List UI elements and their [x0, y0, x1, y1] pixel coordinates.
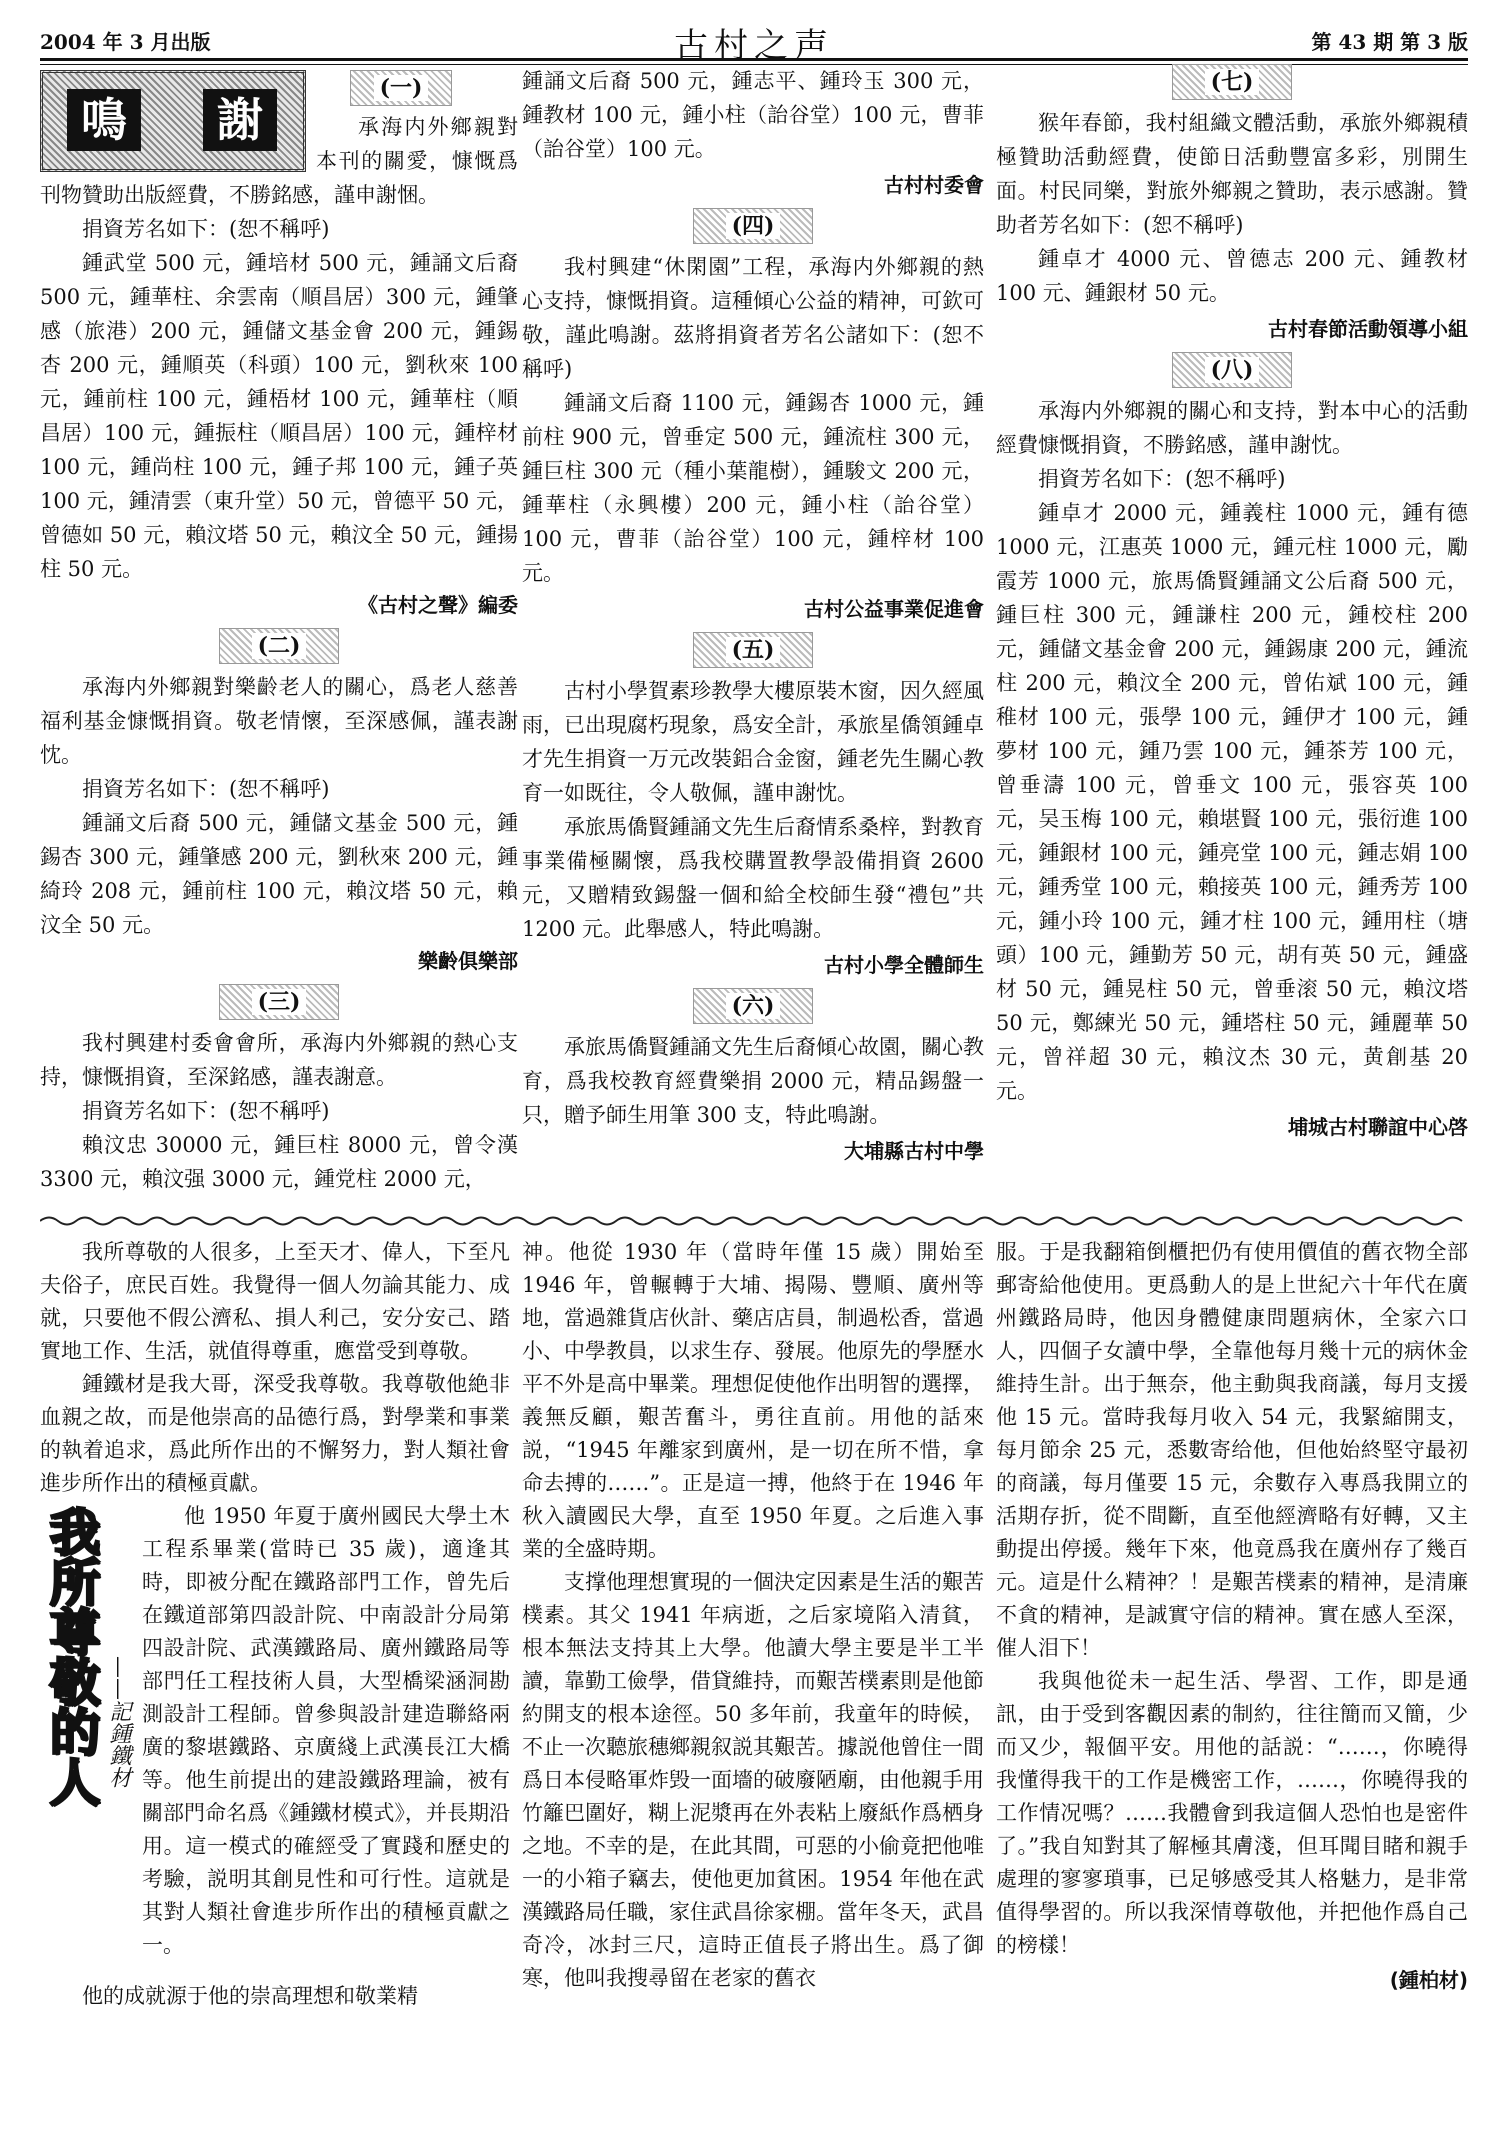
thanks-title-box	[40, 70, 306, 172]
section-number: (一)	[350, 70, 452, 106]
paper-title: 古村之声	[674, 26, 834, 66]
paragraph: 他 1950 年夏于廣州國民大學土木工程系畢業(當時已 35 歲)，適逢其時，即被分配在鐵路部門工作，曾先后在鐵道部第四設計院、中南設計分局第四設計院、武漢鐵路局、廣州鐵路局等部門任工程技術人員，大型橋梁涵洞勘測設計工程師。曾參與設計建造聯絡兩廣的黎堪鐵路、京廣綫上武漢長江大橋等。他生前提出的建設鐵路理論，被有關部門命名爲《鍾鐵材模式》，并長期沿用。這一模式的確經受了實踐和歷史的考驗，説明其創見性和可行性。這就是其對人類社會進步所作出的積極貢獻之一。	[142, 1504, 510, 1957]
article-column-2	[522, 1236, 984, 1995]
paragraph: 古村小學賀素珍教學大樓原裝木窗，因久經風雨，已出現腐朽現象，爲安全計，承旅星僑領鍾卓才先生捐資一万元改裝鋁合金窗，鍾老先生關心教育一如既往，令人敬佩，謹申謝忱。	[522, 679, 984, 805]
paragraph: 承旅馬僑賢鍾誦文先生后裔傾心故園，關心教育，爲我校教育經費樂捐 2000 元，精品錫盤一只，贈予師生用筆 300 支，特此鳴謝。	[522, 1035, 984, 1127]
paragraph: 鍾卓才 2000 元，鍾義柱 1000 元，鍾有德 1000 元，江惠英 1000 元，鍾元柱 1000 元，勵霞芳 1000 元，旅馬僑賢鍾誦文公后裔 500 元，鍾巨柱 300 元，鍾謙柱 200 元，鍾校柱 200 元，鍾儲文基金會 200 元，鍾錫康 200 元，鍾流柱 200 元，賴汶全 200 元，曾佑斌 100 元，鍾稚材 100 元，張學 100 元，鍾伊才 100 元，鍾夢材 100 元，鍾乃雲 100 元，鍾茶芳 100 元，曾垂濤 100 元，曾垂文 100 元，張容英 100 元，吴玉梅 100 元，賴堪賢 100 元，張衍進 100 元，鍾銀材 100 元，鍾亮堂 100 元，鍾志娟 100 元，鍾秀堂 100 元，賴接英 100 元，鍾秀芳 100 元，鍾小玲 100 元，鍾才柱 100 元，鍾用柱（塘頭）100 元，鍾勤芳 50 元，胡有英 50 元，鍾盛材 50 元，鍾晃柱 50 元，曾垂滚 50 元，賴汶塔 50 元，鄭練光 50 元，鍾塔柱 50 元，鍾麗華 50 元，曾祥超 30 元，賴汶杰 30 元，黄創基 20 元。	[996, 501, 1468, 1103]
article-column-1	[40, 1236, 510, 2013]
paragraph: 捐資芳名如下：(恕不稱呼)	[82, 217, 330, 241]
signature: 樂齡俱樂部	[418, 949, 518, 973]
paragraph: 我村興建“休閑園”工程，承海内外鄉親的熱心支持，慷慨捐資。這種傾心公益的精神，可欽可敬，謹此鳴謝。茲將捐資者芳名公諸如下：(恕不稱呼)	[522, 255, 984, 381]
paragraph: 猴年春節，我村組織文體活動，承旅外鄉親積極贊助活動經費，使節日活動豐富多彩，別開生面。村民同樂，對旅外鄉親之贊助，表示感謝。贊助者芳名如下：(恕不稱呼)	[996, 111, 1468, 237]
thanks-title-char: 謝	[203, 89, 277, 151]
thanks-column-1	[40, 70, 518, 1196]
paragraph: 鍾武堂 500 元，鍾培材 500 元，鍾誦文后裔 500 元，鍾華柱、余雲南（順昌居）300 元，鍾肇感（旅港）200 元，鍾儲文基金會 200 元，鍾錫杏 200 元，鍾順英（科頭）100 元，劉秋來 100 元，鍾前柱 100 元，鍾梧材 100 元，鍾華柱（順昌居）100 元，鍾振柱（順昌居）100 元，鍾梓材 100 元，鍾尚柱 100 元，鍾子邦 100 元，鍾子英 100 元，鍾清雲（東升堂）50 元，曾德平 50 元，曾德如 50 元，賴汶塔 50 元，賴汶全 50 元，鍾揚柱 50 元。	[40, 251, 518, 581]
article-column-3	[996, 1236, 1468, 2001]
thanks-title-char: 鳴	[67, 89, 141, 151]
paragraph: 鍾誦文后裔 500 元，鍾儲文基金 500 元，鍾錫杏 300 元，鍾肇感 200 元，劉秋來 200 元，鍾綺玲 208 元，鍾前柱 100 元，賴汶塔 50 元，賴汶全 50 元。	[40, 811, 518, 937]
signature: 古村村委會	[884, 173, 984, 197]
paragraph: 承海内外鄉親的關心和支持，對本中心的活動經費慷慨捐資，不勝銘感，謹申謝忱。	[996, 399, 1468, 457]
section-number: (五)	[693, 632, 813, 668]
section-number: (三)	[219, 984, 339, 1020]
section-number: (二)	[219, 628, 339, 664]
publish-date: 2004 年 3 月出版	[40, 30, 211, 54]
paragraph: 捐資芳名如下：(恕不稱呼)	[1038, 467, 1286, 491]
paragraph: 承海内外鄉親對本刊的關愛，慷慨爲刊物贊助出版經費，不勝銘感，謹申謝悃。	[40, 115, 518, 207]
paragraph: 他的成就源于他的崇高理想和敬業精	[82, 1984, 418, 2008]
paragraph: 我村興建村委會會所，承海内外鄉親的熱心支持，慷慨捐資，至深銘感，謹表謝意。	[40, 1031, 518, 1089]
paragraph: 我所尊敬的人很多，上至天才、偉人，下至凡夫俗子，庶民百姓。我覺得一個人勿論其能力、成就，只要他不假公濟私、損人利己，安分安己、踏實地工作、生活，就值得尊重，應當受到尊敬。	[40, 1240, 510, 1363]
paragraph: 鍾鐵材是我大哥，深受我尊敬。我尊敬他絶非血親之故，而是他崇高的品德行爲，對學業和事業的執着追求，爲此所作出的不懈努力，對人類社會進步所作出的積極貢獻。	[40, 1372, 510, 1495]
paragraph: 賴汶忠 30000 元，鍾巨柱 8000 元，曾令漢 3300 元，賴汶强 3000 元，鍾党柱 2000 元，	[40, 1133, 518, 1191]
paragraph: 捐資芳名如下：(恕不稱呼)	[82, 777, 330, 801]
signature: 大埔縣古村中學	[844, 1139, 984, 1163]
page-header	[40, 18, 1468, 66]
section-number: (八)	[1172, 352, 1292, 388]
paragraph: 支撑他理想實現的一個決定因素是生活的艱苦樸素。其父 1941 年病逝，之后家境陷入清貧，根本無法支持其上大學。他讀大學主要是半工半讀，靠勤工儉學，借貸維持，而艱苦樸素則是他節約開支的根本途徑。50 多年前，我童年的時候，不止一次聽旅穗鄉親叙説其艱苦。據説他曾住一間爲日本侵略軍炸毁一面墻的破廢陋廟，由他親手用竹籬巴圍好，糊上泥漿再在外表粘上廢紙作爲栖身之地。不幸的是，在此其間，可惡的小偷竟把他唯一的小箱子竊去，使他更加貧困。1954 年他在武漢鐵路局任職，家住武昌徐家棚。當年冬天，武昌奇冷，冰封三尺，這時正值長子將出生。爲了御寒，他叫我搜尋留在老家的舊衣	[522, 1570, 984, 1990]
paragraph: 鍾誦文后裔 1100 元，鍾錫杏 1000 元，鍾前柱 900 元，曾垂定 500 元，鍾流柱 300 元，鍾巨柱 300 元（種小葉龍樹），鍾駿文 200 元，鍾華柱（永興樓）200 元，鍾小柱（詒谷堂）100 元，曹菲（詒谷堂）100 元，鍾梓材 100 元。	[522, 391, 984, 585]
paragraph: 神。他從 1930 年（當時年僅 15 歲）開始至 1946 年，曾輾轉于大埔、揭陽、豐順、廣州等地，當過雜貨店伙計、藥店店員，制過松香，當過小、中學教員，以求生存、發展。他原先的學歷水平不外是高中畢業。理想促使他作出明智的選擇，義無反顧，艱苦奮斗，勇往直前。用他的話來説，“1945 年離家到廣州，是一切在所不惜，拿命去搏的……”。正是這一搏，他終于在 1946 年秋入讀國民大學，直至 1950 年夏。之后進入事業的全盛時期。	[522, 1240, 984, 1561]
signature: 古村春節活動領導小組	[1268, 317, 1468, 341]
issue-number: 第 43 期 第 3 版	[1311, 30, 1468, 54]
paragraph: 承海内外鄉親對樂齡老人的關心，爲老人慈善福利基金慷慨捐資。敬老情懷，至深感佩，謹表謝忱。	[40, 675, 518, 767]
paragraph: 捐資芳名如下：(恕不稱呼)	[82, 1099, 330, 1123]
paragraph: 鍾卓才 4000 元、曾德志 200 元、鍾教材 100 元、鍾銀材 50 元。	[996, 247, 1468, 305]
paragraph: 承旅馬僑賢鍾誦文先生后裔情系桑梓，對教育事業備極關懷，爲我校購置教學設備捐資 2600 元，又贈精致錫盤一個和給全校師生發“禮包”共 1200 元。此舉感人，特此鳴謝。	[522, 815, 984, 941]
article-title-block	[40, 1506, 132, 1976]
paragraph: 服。于是我翻箱倒櫃把仍有使用價值的舊衣物全部郵寄給他使用。更爲動人的是上世紀六十年代在廣州鐵路局時，他因身體健康問題病休，全家六口人，四個子女讀中學，全靠他每月幾十元的病休金維持生計。出于無奈，他主動與我商議，每月支援他 15 元。當時我每月收入 54 元，我緊縮開支，每月節余 25 元，悉數寄给他，但他始終堅守最初的商議，每月僅要 15 元，余數存入專爲我開立的活期存折，從不間斷，直至他經濟略有好轉，又主動提出停援。幾年下來，他竟爲我在廣州存了幾百元。這是什么精神？！是艱苦樸素的精神，是清廉不貪的精神，是誠實守信的精神。實在感人至深，催人泪下！	[996, 1240, 1468, 1660]
signature: 埔城古村聯誼中心啓	[1288, 1115, 1468, 1139]
paragraph: 我與他從未一起生活、學習、工作，即是通訊，由于受到客觀因素的制約，往往簡而又簡，少而又少，報個平安。用他的話説：“……，你曉得我懂得我干的工作是機密工作，……，你曉得我的工作情况嗎？……我體會到我這個人恐怕也是密件了。”我自知對其了解極其膚淺，但耳聞目睹和親手處理的寥寥瑣事，已足够感受其人格魅力，是非常值得學習的。所以我深情尊敬他，并把他作爲自己的榜樣！	[996, 1669, 1468, 1957]
header-rule	[40, 58, 1468, 61]
signature: 古村公益事業促進會	[804, 597, 984, 621]
section-number: (四)	[693, 208, 813, 244]
article-byline: ——記鍾鐵材	[106, 1656, 131, 1788]
signature: 《古村之聲》編委	[358, 593, 518, 617]
section-number: (七)	[1172, 64, 1292, 100]
thanks-column-2	[522, 64, 984, 1172]
section-number: (六)	[693, 988, 813, 1024]
article-title: 我所尊敬的人	[42, 1506, 101, 1806]
thanks-column-3	[996, 64, 1468, 1148]
paragraph: 鍾誦文后裔 500 元，鍾志平、鍾玲玉 300 元，鍾教材 100 元，鍾小柱（詒谷堂）100 元，曹菲（詒谷堂）100 元。	[522, 69, 984, 161]
signature: 古村小學全體師生	[824, 953, 984, 977]
author-signature: (鍾柏材)	[1389, 1968, 1468, 1992]
section-divider	[40, 1214, 1468, 1228]
